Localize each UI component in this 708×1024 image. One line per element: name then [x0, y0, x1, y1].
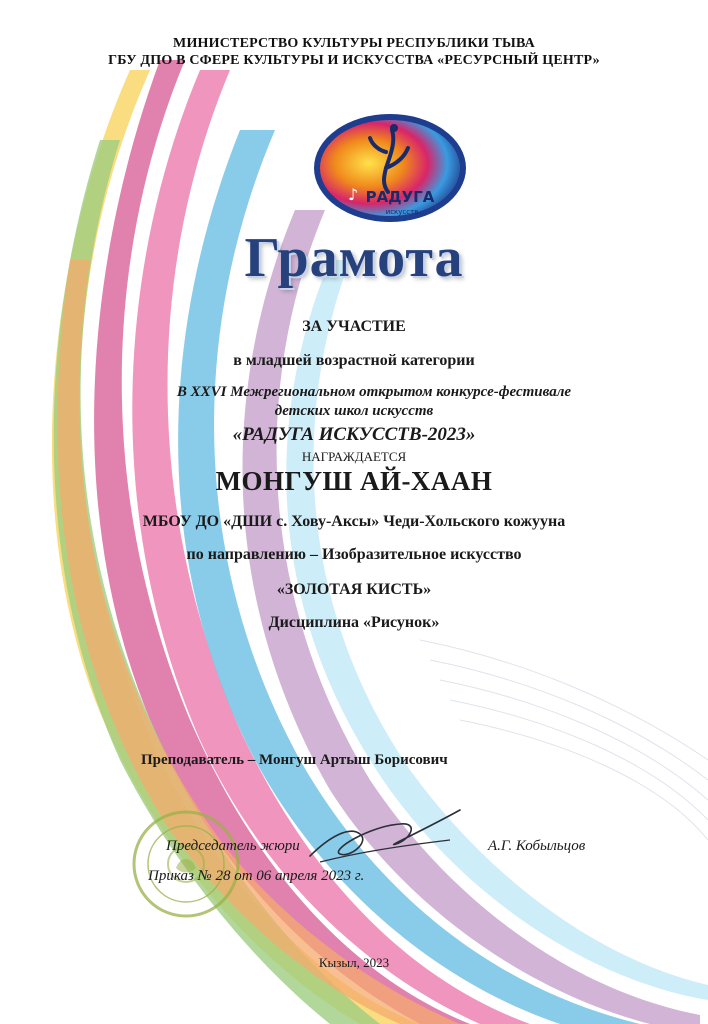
awarded-label: НАГРАЖДАЕТСЯ: [301, 449, 407, 464]
organization-stamp: [130, 808, 242, 920]
participation-line: ЗА УЧАСТИЕ: [302, 318, 406, 335]
jury-chair-label: Председатель жюри: [166, 838, 300, 854]
contest-line-2: детских школ искусств: [274, 403, 434, 419]
discipline-line: Дисциплина «Рисунок»: [268, 614, 440, 631]
direction-line: по направлению – Изобразительное искусство: [186, 546, 522, 563]
svg-text:РАДУГА: РАДУГА: [365, 188, 435, 206]
ministry-header: МИНИСТЕРСТВО КУЛЬТУРЫ РЕСПУБЛИКИ ТЫВА: [173, 36, 535, 51]
festival-logo: [312, 112, 468, 224]
school-name: МБОУ ДО «ДШИ с. Хову-Аксы» Чеди-Хольского кожууна: [142, 513, 566, 530]
nomination-name: «ЗОЛОТАЯ КИСТЬ»: [276, 581, 432, 598]
age-category: в младшей возрастной категории: [233, 352, 475, 369]
teacher-line: Преподаватель – Монгуш Артыш Борисович: [141, 752, 448, 768]
festival-name: «РАДУГА ИСКУССТВ-2023»: [232, 424, 476, 445]
note-icon: ♪: [348, 185, 359, 204]
organization-header: ГБУ ДПО В СФЕРЕ КУЛЬТУРЫ И ИСКУССТВА «РЕСУРСНЫЙ ЦЕНТР»: [108, 53, 600, 68]
recipient-name: МОНГУШ АЙ-ХААН: [215, 466, 493, 496]
jury-chair-name: А.Г. Кобыльцов: [488, 838, 586, 854]
certificate-title: Грамота: [244, 227, 464, 289]
signature-mark: [300, 796, 470, 876]
svg-text:искусств: искусств: [385, 208, 419, 216]
city-year: Кызыл, 2023: [318, 955, 390, 970]
contest-line-1: В XXVI Межрегиональном открытом конкурсе-фестивале: [176, 384, 572, 400]
order-number: Приказ № 28 от 06 апреля 2023 г.: [148, 868, 365, 884]
